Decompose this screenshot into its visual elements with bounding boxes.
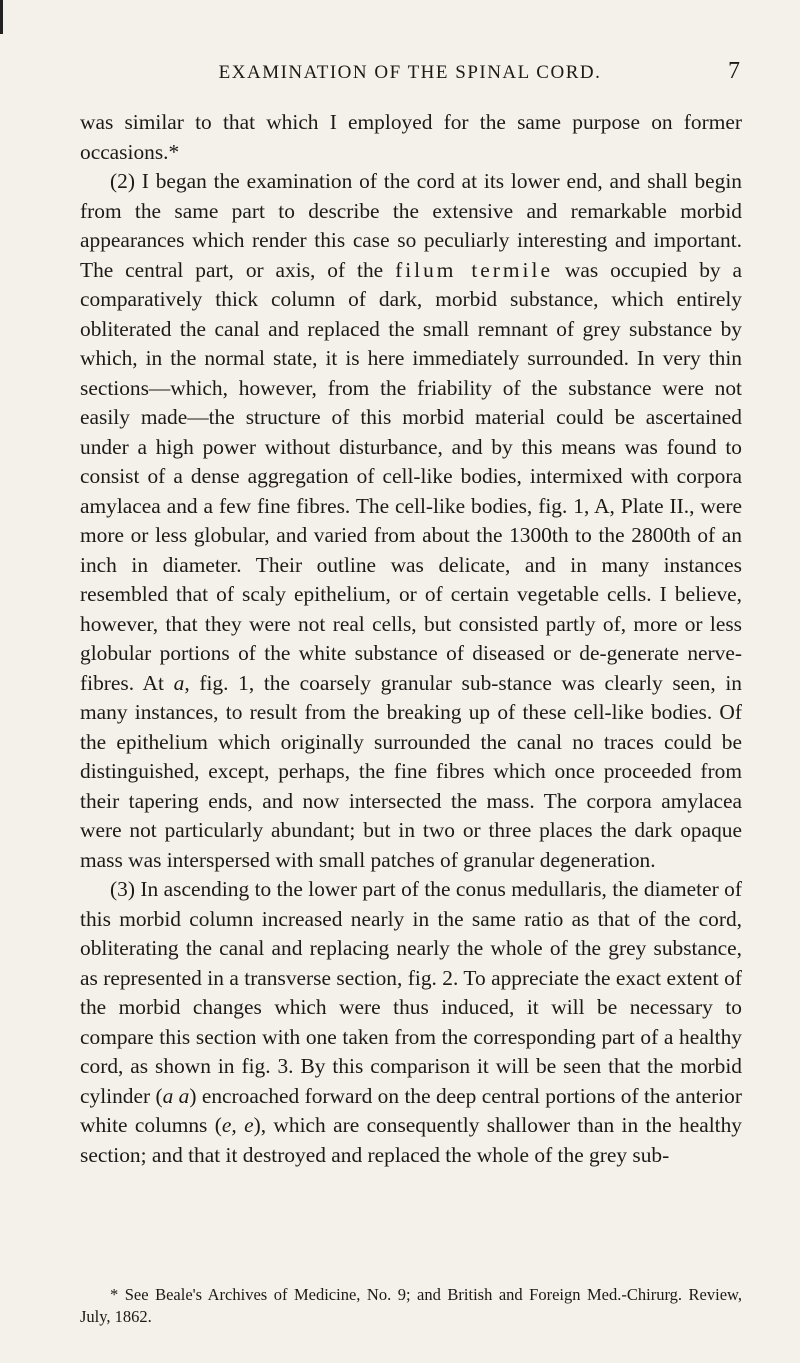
footnote [80,1284,742,1328]
page-header [80,58,740,88]
italic-letters: a a [162,1083,190,1108]
running-head: EXAMINATION OF THE SPINAL CORD. [218,62,602,83]
italic-letter: a [173,670,185,695]
paragraph-3 [80,875,742,1170]
paragraph-2 [80,167,742,875]
paragraph-text: ), which are consequently shallower than in the healthy section; and that it destroyed and replaced the whole of the grey sub- [80,1113,742,1167]
paragraph-text: ) encroached forward on the deep central portions of the anterior white columns ( [80,1083,742,1137]
paragraph-text: was similar to that which I employed for the same purpose on former occasions.* [80,110,742,164]
spaced-term: filum termile [395,257,553,282]
paragraph-text: , fig. 1, the coarsely granular sub-stance was clearly seen, in many instances, to result from the breaking up of these cell-like bodies. Of the epithelium which originally surrounded the canal no traces could be distinguished, except, perhaps, the fine fibres which once proceeded from their tapering ends, and now intersected the mass. The corpora amylacea were not particularly abundant; but in two or three places the dark opaque mass was interspersed with small patches of granular degeneration. [80,670,742,872]
paragraph-text: (3) In ascending to the lower part of the conus medullaris, the diameter of this morbid column increased nearly in the same ratio as that of the cord, obliterating the canal and replacing nearly the whole of the grey substance, as represented in a transverse section, fig. 2. To appreciate the exact extent of the morbid changes which were thus induced, it will be necessary to compare this section with one taken from the corresponding part of a healthy cord, as shown in fig. 3. By this comparison it will be seen that the morbid cylinder ( [80,877,742,1108]
footnote-text: * See Beale's Archives of Medicine, No. 9; and British and Foreign Med.-Chirurg. Review, July, 1862. [80,1285,742,1326]
italic-letters: e, e [221,1113,254,1137]
paragraph-continued [80,108,742,167]
paragraph-text: (2) I began the examination of the cord at its lower end, and shall begin from the same part to describe the extensive and remarkable morbid appearances which render this case so peculiarly interesting and important. The central part, or axis, of the [80,169,742,282]
page-number: 7 [728,58,740,84]
page-edge-mark [0,0,3,34]
body-text [80,108,742,1170]
paragraph-text: was occupied by a comparatively thick column of dark, morbid substance, which entirely obliterated the canal and replaced the small remnant of grey substance by which, in the normal state, it is here immediately surrounded. In very thin sections—which, however, from the friability of the substance were not easily made—the structure of this morbid material could be ascertained under a high power without disturbance, and by this means was found to consist of a dense aggregation of cell-like bodies, intermixed with corpora amylacea and a few fine fibres. The cell-like bodies, fig. 1, A, Plate II., were more or less globular, and varied from about the 1300th to the 2800th of an inch in diameter. Their outline was delicate, and in many instances resembled that of scaly epithelium, or of certain vegetable cells. I believe, however, that they were not real cells, but consisted partly of, more or less globular portions of the white substance of diseased or de-generate nerve-fibres. At [80,257,743,695]
